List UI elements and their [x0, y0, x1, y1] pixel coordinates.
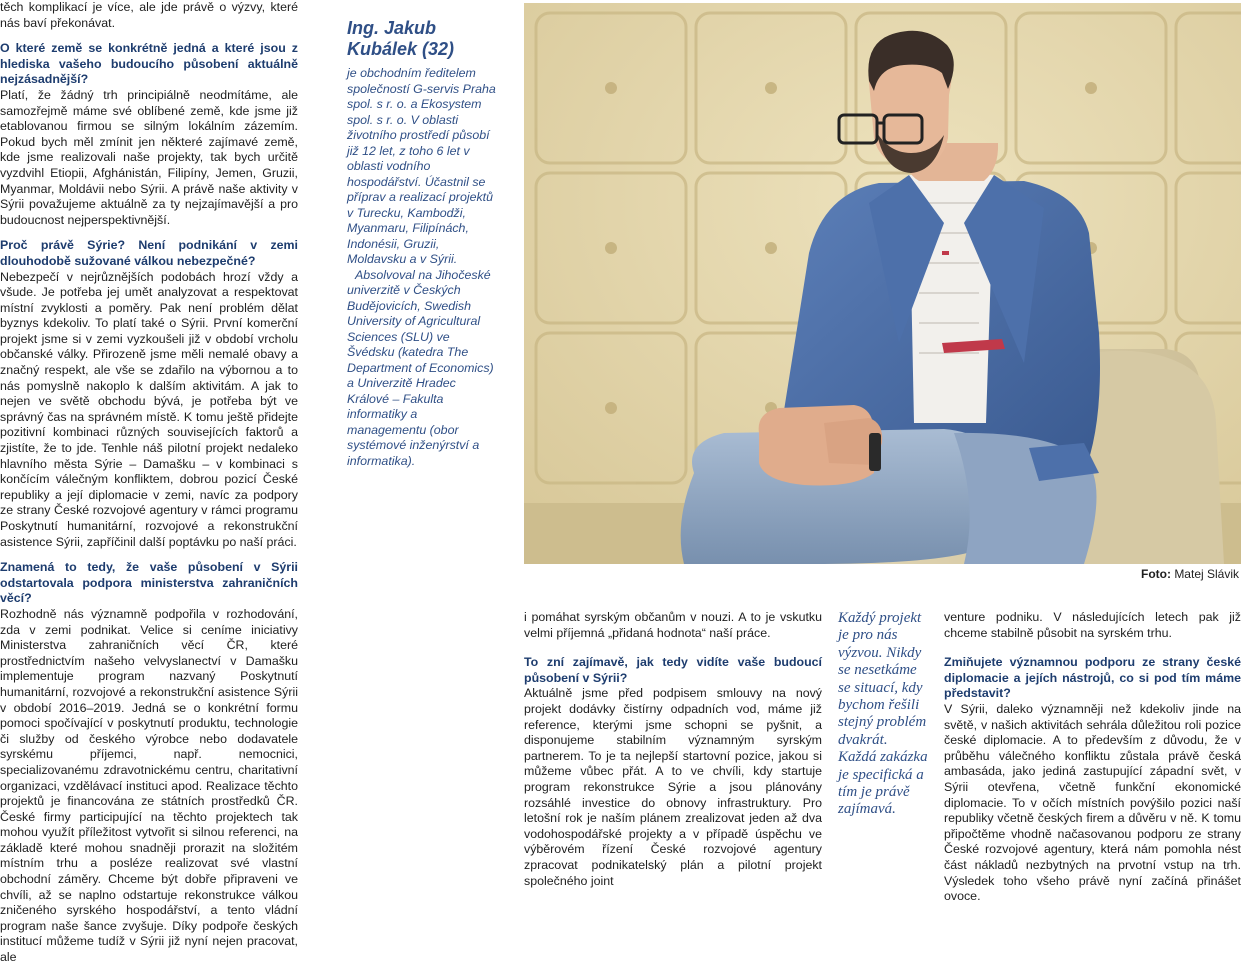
interview-question: Zmiňujete významnou podporu ze strany české diplomacie a jejích nástrojů, co si pod tím máme představit? [944, 655, 1241, 701]
article-column-left [0, 0, 298, 966]
interview-answer: Aktuálně jsme před podpisem smlouvy na nový projekt dodávky čistírny odpadních vod, máme již reference, kterými jsme schopni se pyšnit, a disponujeme stabilním významným syrským partnerem. To je ta nejlepší startovní pozice, jakou si můžeme vůbec přát. A to ve chvíli, kdy startuje program rekonstrukce Sýrie a jsou plánovány rozsáhlé investice do obnovy infrastruktury. Pro letošní rok je naším plánem zrealizovat jeden až dva vodohospodářské projekty a v případě úspěchu ve výběrovém řízení České rozvojové agentury zpracovat podnikatelský plán a pilotní projekt společného joint [524, 686, 822, 888]
person-name-line: Kubálek (32) [347, 39, 455, 59]
interview-question: Znamená to tedy, že vaše působení v Sýrii odstartovala podpora ministerstva zahraničních věcí? [0, 560, 298, 606]
interview-answer: Nebezpečí v nejrůznějších podobách hrozí vždy a všude. Je potřeba jej umět analyzovat a respektovat místní zvyklosti a poměry. Pak není problém dělat byznys kdekoliv. To platí také o Sýrii. První komerční projekt jsme si v zemi vyzkoušeli již v období vrcholu občanské války. Přirozeně jsme měli nemalé obavy a značný respekt, ale vše se zdařilo na výbornou a to nás pomyslně nakoplo k dalším aktivitám. A jak to nejen ve světě obchodu bývá, je potřeba být ve správný čas na správném místě. K tomu ještě přidejte pozitivní kombinaci různých souvisejících faktorů a zjistíte, že to jde. Tenhle náš pilotní projekt nedaleko hlavního města Sýrie – Damašku – v kombinaci s končícím válečným konfliktem, dobrou pozicí České republiky a její diplomacie v zemi, navíc za podpory ze strany České rozvojové agentury v rámci programu Poskytnutí humanitární, rozvojové a rekonstrukční asistence Sýrii, zapříčinil další poptávku po naší práci. [0, 269, 298, 549]
bio-paragraph: Absolvoval na Jihočeské univerzitě v Českých Budějovicích, Swedish University of Agricultural Sciences (SLU) ve Švédsku (katedra The Department of Economics) a Univerzitě Hradec Králové – Fakulta informatiky a managementu (obor systémové inženýrství a informatika). [347, 267, 494, 468]
article-column-middle [524, 610, 822, 889]
photo-credit-name: Matej Slávik [1174, 567, 1239, 581]
interview-answer: Platí, že žádný trh principiálně neodmítáme, ale samozřejmě máme své oblíbené země, kde jsme již etablovanou firmou se silným lokálním zázemím. Pokud bych měl zmínit jen některé zajímavé země, kde jsme realizovali naše projekty, tak bych určitě vyzdvihl Etiopii, Afghánistán, Filipíny, Jemen, Gruzii, Myanmar, Moldávii nebo Sýrii. A právě naše aktivity v Sýrii považujeme aktuálně za ty nejzajímavější a pro budoucnost nejperspektivnější. [0, 87, 298, 227]
bio-sidebar [347, 18, 497, 469]
interview-answer: Rozhodně nás významně podpořila v rozhodování, zda v zemi podnikat. Velice si ceníme iniciativy Ministerstva zahraničních věcí ČR, které prostřednictvím našeho velvyslanectví v Damašku implementuje program nazvaný Poskytnutí humanitární, rozvojové a rekonstrukční asistence Sýrii v období 2016–2019. Jedná se o konkrétní formu pomoci spočívající v poskytnutí produktu, technologie či služby od českého výrobce nebo dodavatele syrskému příjemci, např. nemocnici, specializovanému zdravotnickému centru, charitativní organizaci, vzdělávací instituci apod. Realizace těchto projektů je financována ze státních prostředků ČR. České firmy participující na těchto projektech tak mohou využít příležitost vytvořit si silnou referenci, na základě které mohou snadněji prorazit na složitém místním trhu a posléze realizovat své vlastní obchodní záměry. Chceme být dobře připraveni ve chvíli, až se naplno odstartuje rekonstrukce válkou zničeného syrského hospodářství, a tento vládní program naše šance zvyšuje. Díky podpoře českých institucí můžeme tudíž v Sýrii již nyní nejen pracovat, ale [0, 606, 298, 965]
interview-question: Proč právě Sýrie? Není podnikání v zemi dlouhodobě sužované válkou nebezpečné? [0, 238, 298, 268]
photo-credit-label: Foto: [1140, 567, 1171, 581]
paragraph: i pomáhat syrským občanům v nouzi. A to je vskutku velmi příjemná „přidaná hodnota“ naší práce. [524, 610, 822, 640]
bio-paragraph: je obchodním ředitelem společností G-servis Praha spol. s r. o. a Ekosystem spol. s r. o. V oblasti životního prostředí působí již 12 let, z toho 6 let v oblasti vodního hospodářství. Účastnil se příprav a realizací projektů v Turecku, Kambodži, Myanmaru, Filipínách, Indonésii, Gruzii, Moldavsku a v Sýrii. [347, 66, 496, 266]
person-name [347, 18, 497, 60]
interview-question: To zní zajímavě, jak tedy vidíte vaše budoucí působení v Sýrii? [524, 655, 822, 685]
article-column-right [944, 610, 1241, 905]
pull-quote: Každý projekt je pro nás výzvou. Nikdy se nesetkáme se situací, kdy bychom řešili stejný problém dvakrát. Každá zakázka je specifická a tím je právě zajímavá. [838, 610, 928, 818]
photo-credit [1141, 567, 1239, 582]
interview-question: O které země se konkrétně jedná a které jsou z hlediska vašeho budoucího působení aktuálně nejzásadnější? [0, 41, 298, 87]
portrait-photo [524, 3, 1241, 564]
interview-answer: V Sýrii, daleko významněji než kdekoliv jinde na světě, v našich aktivitách sehrála důležitou roli pozice české diplomacie. A to především z důvodu, že v průběhu válečného konfliktu zůstala právě česká ambasáda, jako jediná zastupující západní svět, v Sýrii otevřena, včetně funkční ekonomické diplomacie. To v očích místních povýšilo pozici naší republiky včetně českých firem a důvěru v ně. K tomu připočtěme vhodně načasovanou podporu ze strany České rozvojové agentury, která nám pomohla nést část nákladů nezbytných na prvotní vstup na trh. Výsledek toho všeho právě nyní začíná přinášet ovoce. [944, 701, 1241, 904]
person-name-line: Ing. Jakub [347, 18, 437, 38]
paragraph: těch komplikací je více, ale jde právě o výzvy, které nás baví překonávat. [0, 0, 298, 30]
paragraph: venture podniku. V následujících letech pak již chceme stabilně působit na syrském trhu. [944, 610, 1241, 640]
